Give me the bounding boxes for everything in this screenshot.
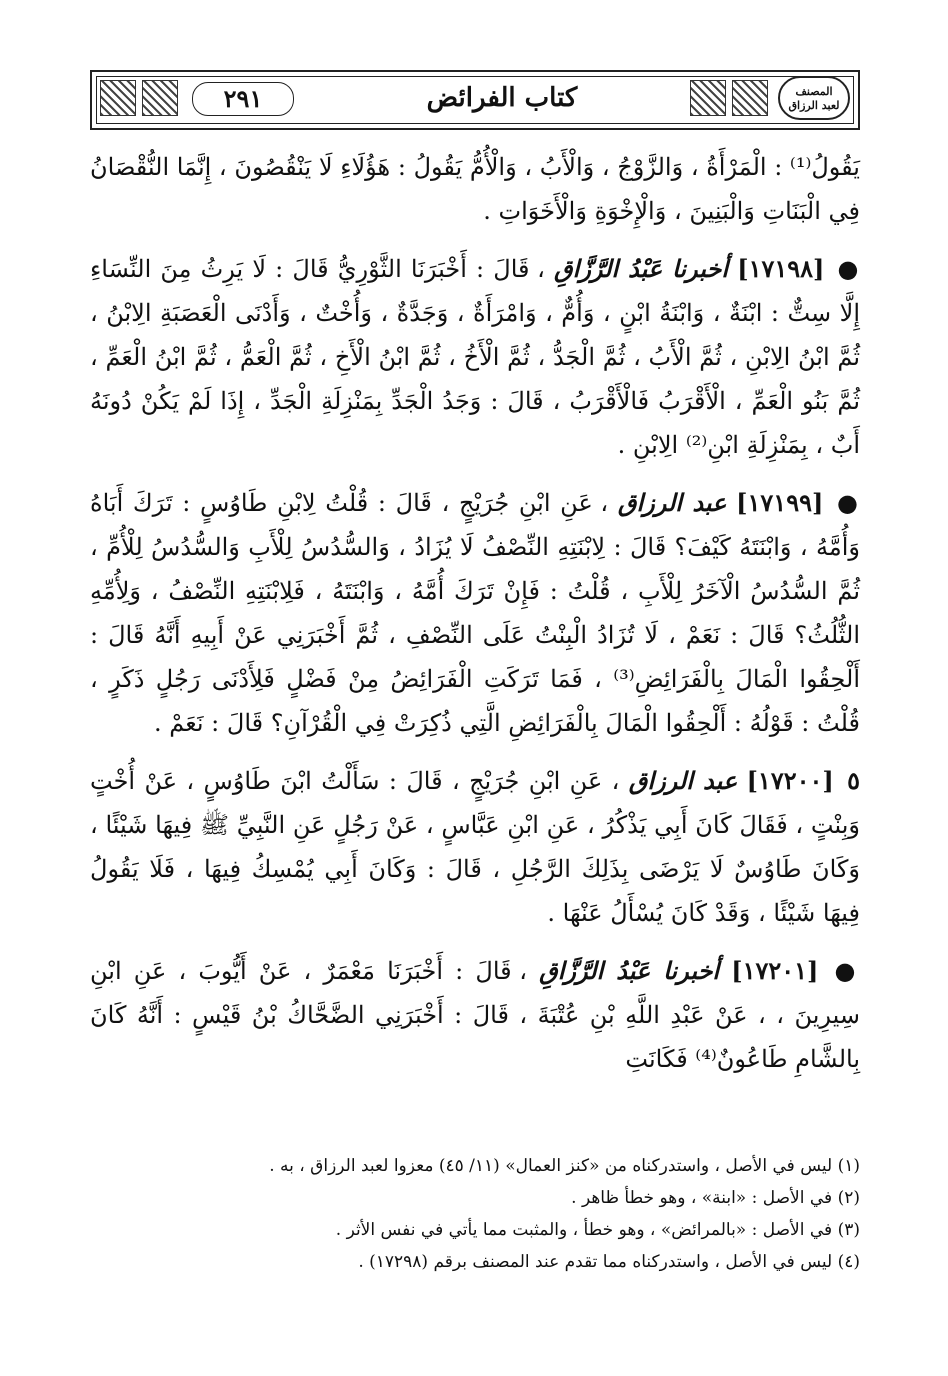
narrator: أخبرنا عَبْدُ الرَّزَّاقِ: [539, 956, 720, 985]
publisher-seal: [778, 76, 850, 120]
hadith-entry: [90, 949, 860, 1081]
ornament-icon: [732, 80, 768, 116]
page-header: [90, 70, 860, 130]
ornament-icon: [142, 80, 178, 116]
paragraph: [90, 145, 860, 233]
bullet-icon: ●: [837, 488, 860, 517]
footnote: (١) ليس في الأصل ، واستدركناه من «كنز العمال» (١١/ ٤٥) معزوا لعبد الرزاق ، به .: [269, 1156, 860, 1176]
bullet-icon: ●: [834, 956, 860, 985]
main-text: [90, 145, 860, 1095]
circle-icon: ٥: [847, 766, 861, 795]
footnotes: [90, 1150, 860, 1278]
ornament-icon: [100, 80, 136, 116]
hadith-number: [١٧١٩٨]: [737, 254, 825, 283]
ornament-icon: [690, 80, 726, 116]
paragraph-text: يَقُولُ⁽¹⁾ : الْمَرْأَةُ ، وَالزَّوْجُ ، وَالْأَبُ ، وَالْأُمُّ يَقُولُ : هَؤُلَاءِ لَا يَنْقُصُونَ ، إِنَّمَا النُّقْصَانُ فِي الْبَنَاتِ وَالْبَنِينَ ، وَالْإِخْوَةِ وَالْأَخَوَاتِ .: [90, 153, 860, 225]
hadith-entry: [90, 481, 860, 745]
page-number: ٢٩١: [192, 82, 294, 116]
hadith-entry: [90, 247, 860, 467]
narrator: عبد الرزاق: [617, 488, 727, 517]
seal-line: لعبد الرزاق: [788, 99, 840, 112]
book-title: كتاب الفرائض: [426, 83, 578, 113]
hadith-number: [١٧٢٠١]: [731, 956, 819, 985]
narrator: أخبرنا عَبْدُ الرَّزَّاقِ: [554, 254, 729, 283]
hadith-text: ، قَالَ : أَخْبَرَنَا الثَّوْرِيُّ قَالَ : لَا يَرِثُ مِنَ النِّسَاءِ إِلَّا سِتٌّ : ابْنَةٌ ، وَابْنَةُ ابْنٍ ، وَأُمٌّ ، وَامْرَأَةٌ ، وَجَدَّةٌ ، وَأُخْتٌ ، وَأَدْنَى الْعَصَبَةِ الِابْنُ ، ثُمَّ ابْنُ الِابْنِ ، ثُمَّ الْأَبُ ، ثُمَّ الْجَدُّ ، ثُمَّ الْأَخُ ، ثُمَّ ابْنُ الْأَخِ ، ثُمَّ الْعَمُّ ، ثُمَّ ابْنُ الْعَمِّ ، ثُمَّ بَنُو الْعَمِّ ، الْأَقْرَبُ فَالْأَقْرَبُ ، قَالَ : وَجَدُ الْجَدِّ بِمَنْزِلَةِ الْجَدِّ ، إِذَا لَمْ يَكُنْ دُونَهُ أَبٌ ، بِمَنْزِلَةِ ابْنِ⁽²⁾ الِابْنِ .: [90, 255, 861, 459]
footnote: (٢) في الأصل : «ابنة» ، وهو خطأ ظاهر .: [571, 1188, 860, 1208]
hadith-text: ، قَالَ : أَخْبَرَنَا مَعْمَرٌ ، عَنْ أَيُّوبَ ، عَنِ ابْنِ سِيرِينَ ، ، عَنْ عَبْدِ اللَّهِ بْنِ عُتْبَةَ ، قَالَ : أَخْبَرَنِي الضَّحَّاكُ بْنُ قَيْسٍ : أَنَّهُ كَانَ بِالشَّامِ طَاعُونٌ⁽⁴⁾ فَكَانَتِ: [90, 957, 860, 1073]
bullet-icon: ●: [837, 254, 860, 283]
hadith-text: ، عَنِ ابْنِ جُرَيْجٍ ، قَالَ : سَأَلْتُ ابْنَ طَاوُسٍ ، عَنْ أُخْتٍ وَبِنْتٍ ، فَقَالَ كَانَ أَبِي يَذْكُرُ ، عَنِ ابْنِ عَبَّاسٍ ، عَنْ رَجُلٍ عَنِ النَّبِيِّ ﷺ فِيهَا شَيْئًا ، وَكَانَ طَاوُسٌ لَا يَرْضَى بِذَلِكَ الرَّجُلِ ، قَالَ : وَكَانَ أَبِي يُمْسِكُ فِيهَا ، فَلَا يَقُولُ فِيهَا شَيْئًا ، وَقَدْ كَانَ يُسْأَلُ عَنْهَا .: [90, 767, 860, 927]
hadith-number: [١٧١٩٩]: [736, 488, 824, 517]
footnote: (٤) ليس في الأصل ، واستدركناه مما تقدم عند المصنف برقم (١٧٢٩٨) .: [358, 1252, 860, 1272]
footnote: (٣) في الأصل : «بالمرائض» ، وهو خطأ ، والمثبت مما يأتي في نفس الأثر .: [335, 1220, 860, 1240]
hadith-text: ، عَنِ ابْنِ جُرَيْجٍ ، قَالَ : قُلْتُ لِابْنِ طَاوُسٍ : تَرَكَ أَبَاهُ وَأُمَّهُ ، وَابْنَتَهُ كَيْفَ؟ قَالَ : لِابْنَتِهِ النِّصْفُ لَا يُزَادُ ، وَالسُّدُسُ لِلْأَبِ وَالسُّدُسُ لِلْأُمِّ ، ثُمَّ السُّدُسُ الْآخَرُ لِلْأَبِ ، قُلْتُ : فَإِنْ تَرَكَ أُمَّهُ ، وَابْنَتَهُ ، فَلِابْنَتِهِ النِّصْفُ ، وَلِأُمِّهِ الثُّلُثُ؟ قَالَ : نَعَمْ ، لَا تُزَادُ الْبِنْتُ عَلَى النِّصْفِ ، ثُمَّ أَخْبَرَنِي عَنْ أَبِيهِ أَنَّهُ قَالَ : أَلْحِقُوا الْمَالَ بِالْفَرَائِضِ⁽³⁾ ، فَمَا تَرَكَتِ الْفَرَائِضُ مِنْ فَضْلٍ فَلِأَدْنَى رَجُلٍ ذَكَرٍ ، قُلْتُ : قَوْلُهُ : أَلْحِقُوا الْمَالَ بِالْفَرَائِضِ الَّتِي ذُكِرَتْ فِي الْقُرْآنِ؟ قَالَ : نَعَمْ .: [90, 489, 861, 737]
hadith-number: [١٧٢٠٠]: [746, 766, 834, 795]
narrator: عبد الرزاق: [628, 766, 738, 795]
seal-line: المصنف: [795, 85, 833, 98]
hadith-entry: [90, 759, 860, 935]
